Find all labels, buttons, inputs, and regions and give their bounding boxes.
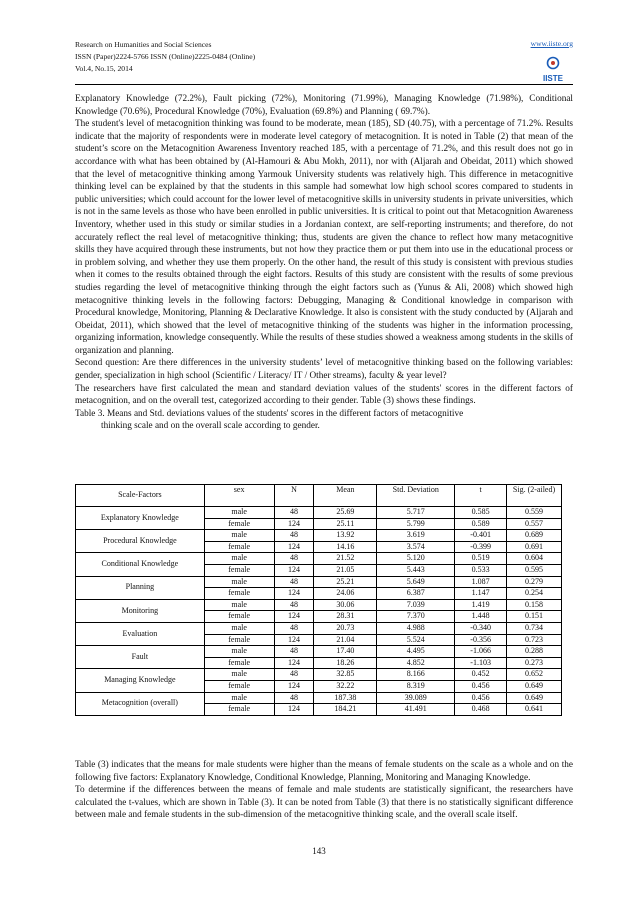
factor-cell: Procedural Knowledge — [76, 530, 205, 553]
table-row — [76, 530, 562, 542]
table-cell: 24.06 — [314, 588, 377, 600]
table-cell: -0.399 — [455, 541, 507, 553]
table-row — [76, 692, 562, 704]
table-cell: female — [204, 564, 274, 576]
table-cell: male — [204, 599, 274, 611]
table-row — [76, 553, 562, 565]
factor-cell: Evaluation — [76, 622, 205, 645]
table-cell: male — [204, 553, 274, 565]
table-cell: 4.495 — [377, 646, 455, 658]
table-cell: 6.387 — [377, 588, 455, 600]
table-cell: 0.689 — [507, 530, 562, 542]
table-cell: 124 — [274, 634, 314, 646]
body-text-after-table — [75, 759, 573, 822]
table-cell: 5.717 — [377, 507, 455, 519]
table-cell: 13.92 — [314, 530, 377, 542]
table-cell: 124 — [274, 564, 314, 576]
table-cell: 0.641 — [507, 704, 562, 716]
table-cell: 0.519 — [455, 553, 507, 565]
table-cell: male — [204, 530, 274, 542]
table-cell: male — [204, 669, 274, 681]
table-cell: 0.559 — [507, 507, 562, 519]
table-row — [76, 599, 562, 611]
table-cell: 48 — [274, 530, 314, 542]
header-sig: Sig. (2-ailed) — [507, 485, 562, 507]
table-cell: male — [204, 622, 274, 634]
table-caption: Table 3. Means and Std. deviations values of the students' scores in the different factors of metacognitive — [75, 408, 464, 419]
factor-cell: Conditional Knowledge — [76, 553, 205, 576]
table-cell: 0.452 — [455, 669, 507, 681]
table-cell: 184.21 — [314, 704, 377, 716]
volume-line: Vol.4, No.15, 2014 — [75, 64, 133, 73]
table-cell: 187.38 — [314, 692, 377, 704]
table-cell: 124 — [274, 541, 314, 553]
table-cell: 32.22 — [314, 680, 377, 692]
table-cell: 48 — [274, 669, 314, 681]
table-cell: female — [204, 680, 274, 692]
table-row — [76, 576, 562, 588]
paragraph: Explanatory Knowledge (72.2%), Fault picking (72%), Monitoring (71.99%), Managing Knowledge (71.98%), Conditional Knowledge (70.6%), Procedural Knowledge (70%), Evaluation (69.8%) and Planning ( 69.7%). — [75, 94, 573, 117]
table-cell: 39.089 — [377, 692, 455, 704]
factor-cell: Fault — [76, 646, 205, 669]
factor-cell: Metacognition (overall) — [76, 692, 205, 715]
table-cell: male — [204, 507, 274, 519]
table-cell: 1.087 — [455, 576, 507, 588]
body-text — [75, 93, 573, 433]
header-scale-factors: Scale-Factors — [76, 485, 205, 507]
header-rule — [75, 84, 573, 85]
table-cell: 3.574 — [377, 541, 455, 553]
running-header — [75, 39, 255, 75]
table-cell: 5.120 — [377, 553, 455, 565]
table-cell: 1.448 — [455, 611, 507, 623]
table-cell: 25.21 — [314, 576, 377, 588]
paragraph: Second question: Are there differences in the university students’ level of metacognitive thinking based on the following variables: gender, specialization in high school (Scientific / Literacy/ IT / Other streams), faculty & year level? — [75, 358, 573, 382]
table-cell: 124 — [274, 518, 314, 530]
table-cell: female — [204, 518, 274, 530]
table-cell: 48 — [274, 507, 314, 519]
table-cell: 0.533 — [455, 564, 507, 576]
table-cell: 7.039 — [377, 599, 455, 611]
page-number: 143 — [312, 846, 326, 856]
journal-name: Research on Humanities and Social Sciences — [75, 40, 212, 49]
table-cell: male — [204, 646, 274, 658]
table-cell: 124 — [274, 611, 314, 623]
table-3 — [75, 484, 562, 716]
table-cell: 5.649 — [377, 576, 455, 588]
table-cell: 25.11 — [314, 518, 377, 530]
table-cell: female — [204, 588, 274, 600]
header-mean: Mean — [314, 485, 377, 507]
table-cell: male — [204, 576, 274, 588]
iiste-logo — [540, 56, 566, 84]
table-cell: 124 — [274, 680, 314, 692]
table-cell: 25.69 — [314, 507, 377, 519]
table-cell: 0.468 — [455, 704, 507, 716]
factor-cell: Monitoring — [76, 599, 205, 622]
table-cell: 0.649 — [507, 680, 562, 692]
table-cell: 7.370 — [377, 611, 455, 623]
table-cell: 8.166 — [377, 669, 455, 681]
table-caption-cont: thinking scale and on the overall scale according to gender. — [101, 421, 320, 432]
table-cell: 124 — [274, 657, 314, 669]
table-cell: 21.52 — [314, 553, 377, 565]
table-cell: 0.288 — [507, 646, 562, 658]
factor-cell: Planning — [76, 576, 205, 599]
paragraph: The student's level of metacognition thinking was found to be moderate, mean (185), SD (40.75), with a percentage of 71.2%. Results indicate that the majority of respondents were in moderate level category of metacognition. It is noted in Table (2) that mean of the student’s score on the Metacognition Awareness Inventory reached 185, with a percentage of 71.2%, and this result does not go in accordance with what has been obtained by (Al-Hamouri & Abu Mokh, 2011), nor with (Aljarah and Obeidat, 2011) which showed that the level of metacognitive thinking among Yarmouk University students was relatively high. This difference in metacognitive thinking level can be explained by that the students in this sample had somewhat low high school scores compared to students in public universities; which could account for the lower level of metacognitive skills in university students in private universities, which is not in the same levels as those who have been enrolled in public universities. It is critical to point out that Metacognition Awareness Inventory, whether used in this study or similar studies in a Jordanian context, are self-reporting instruments; and therefore, do not accurately reflect the real level of metacognitive thinking; thus, students are given the chance to reflect how many metacognitive skills they have acquired through these instruments, but not how they practice them or put them into use in the educational process or in problem solving, and whether they use them properly. On the other hand, the result of this study is consistent with previous studies when it comes to the results obtained through the eight factors. Results of this study are consistent with the results of some previous studies regarding the level of metacognitive thinking through the eight factors such as (Yunus & Ali, 2008) which showed high metacognitive thinking levels in the following factors: Debugging, Managing & Conditional knowledge in comparison with Procedural knowledge, Monitoring, Planning & Declarative Knowledge. It also is consistent with the study conducted by (Aljarah and Obeidat, 2011), which showed that the level of metacognitive thinking of the students was higher in the information processing, organizing information, knowledge consequently. While the results of these studies showed a weakness among students in the skills of organization and planning. — [75, 119, 573, 356]
table-cell: female — [204, 704, 274, 716]
table-cell: female — [204, 634, 274, 646]
table-cell: 48 — [274, 622, 314, 634]
table-cell: 14.16 — [314, 541, 377, 553]
table-cell: 0.585 — [455, 507, 507, 519]
table-cell: 124 — [274, 704, 314, 716]
paragraph: To determine if the differences between the means of female and male students are statistically significant, the researchers have calculated the t-values, which are shown in Table (3). It can be noted from Table (3) that there is no statistically significant difference between male and female students in the sub-dimension of the metacognitive thinking scale, and the overall scale itself. — [75, 785, 573, 821]
factor-cell: Explanatory Knowledge — [76, 507, 205, 530]
table-cell: 0.279 — [507, 576, 562, 588]
table-cell: 20.73 — [314, 622, 377, 634]
table-row — [76, 622, 562, 634]
table-cell: -1.103 — [455, 657, 507, 669]
table-cell: 124 — [274, 588, 314, 600]
table-cell: 30.06 — [314, 599, 377, 611]
table-cell: 48 — [274, 599, 314, 611]
table-cell: 5.524 — [377, 634, 455, 646]
table-cell: 8.319 — [377, 680, 455, 692]
table-cell: -0.356 — [455, 634, 507, 646]
table-cell: 48 — [274, 576, 314, 588]
table-cell: 0.589 — [455, 518, 507, 530]
table-row — [76, 669, 562, 681]
table-cell: 1.419 — [455, 599, 507, 611]
table-row — [76, 646, 562, 658]
table-cell: 28.31 — [314, 611, 377, 623]
table-cell: 21.04 — [314, 634, 377, 646]
table-row — [76, 507, 562, 519]
header-std-deviation: Std. Deviation — [377, 485, 455, 507]
table-cell: 0.734 — [507, 622, 562, 634]
table-cell: 0.273 — [507, 657, 562, 669]
factor-cell: Managing Knowledge — [76, 669, 205, 692]
table-cell: 0.723 — [507, 634, 562, 646]
table-cell: 4.852 — [377, 657, 455, 669]
paragraph: Table (3) indicates that the means for male students were higher than the means of female students on the scale as a whole and on the following five factors: Explanatory Knowledge, Conditional Knowledge, Planning, Monitoring and Managing Knowledge. — [75, 760, 573, 783]
table-cell: -0.401 — [455, 530, 507, 542]
table-cell: 48 — [274, 553, 314, 565]
table-cell: 21.05 — [314, 564, 377, 576]
table-cell: 0.456 — [455, 680, 507, 692]
table-cell: 0.604 — [507, 553, 562, 565]
table-cell: 0.158 — [507, 599, 562, 611]
logo-text: IISTE — [542, 74, 564, 83]
table-cell: 48 — [274, 646, 314, 658]
table-cell: 0.652 — [507, 669, 562, 681]
table-cell: -1.066 — [455, 646, 507, 658]
table-cell: 48 — [274, 692, 314, 704]
table-cell: 17.40 — [314, 646, 377, 658]
table-cell: male — [204, 692, 274, 704]
header-sex: sex — [204, 485, 274, 507]
table-cell: 3.619 — [377, 530, 455, 542]
table-cell: 0.595 — [507, 564, 562, 576]
table-body — [76, 507, 562, 716]
table-cell: 32.85 — [314, 669, 377, 681]
table-cell: 4.988 — [377, 622, 455, 634]
table-cell: 41.491 — [377, 704, 455, 716]
table-cell: 5.799 — [377, 518, 455, 530]
table-cell: 0.254 — [507, 588, 562, 600]
table-cell: 0.691 — [507, 541, 562, 553]
table-cell: 5.443 — [377, 564, 455, 576]
table-cell: female — [204, 611, 274, 623]
table-cell: 0.456 — [455, 692, 507, 704]
paragraph: The researchers have first calculated the mean and standard deviation values of the students' scores in the different factors of metacognition, and on the overall test, categorized according to their gender. Table (3) shows these findings. — [75, 383, 573, 407]
table-cell: female — [204, 541, 274, 553]
table-cell: 0.649 — [507, 692, 562, 704]
issn-line: ISSN (Paper)2224-5766 ISSN (Online)2225-0484 (Online) — [75, 52, 256, 61]
header-n: N — [274, 485, 314, 507]
table-cell: female — [204, 657, 274, 669]
table-header-row — [76, 485, 562, 507]
header-t: t — [455, 485, 507, 507]
table-cell: 0.151 — [507, 611, 562, 623]
table-cell: 18.26 — [314, 657, 377, 669]
table-cell: 1.147 — [455, 588, 507, 600]
journal-url-link[interactable]: www.iiste.org — [530, 39, 573, 48]
table-cell: -0.340 — [455, 622, 507, 634]
table-cell: 0.557 — [507, 518, 562, 530]
